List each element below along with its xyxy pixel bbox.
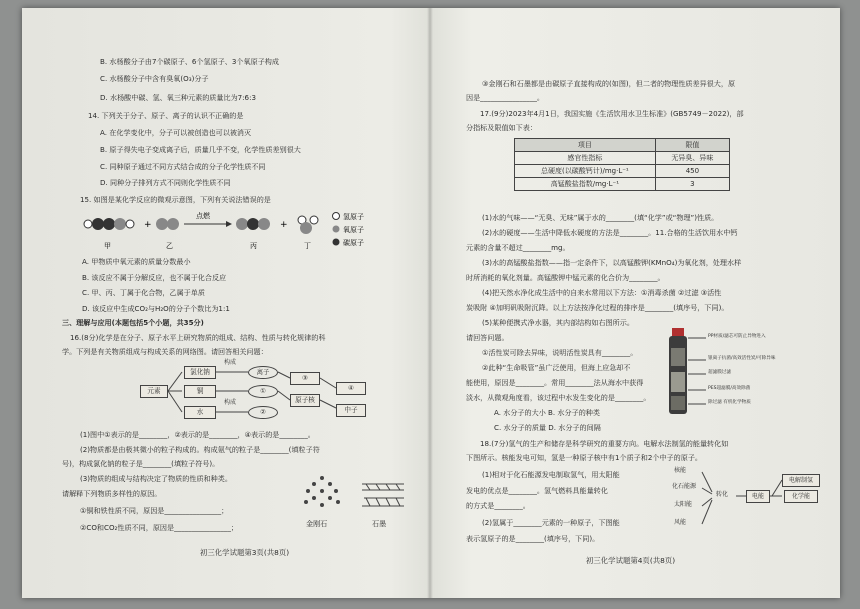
q13-option-c: C. 水杨酸分子中含有臭氧(O₃)分子 [100,74,209,83]
caption-diamond: 金刚石 [306,519,328,528]
node-box-3: ③ [290,372,320,385]
water-standard-table [514,138,730,191]
node-element: 元素 [140,385,168,398]
node-nacl: 氯化钠 [184,366,216,379]
table-cell: 高锰酸盐指数/mg·L⁻¹ [515,178,656,191]
q14-option-c: C. 同种原子通过不同方式结合成的分子化学性质不同 [100,162,266,171]
q18-part2-line1: (2)氢属于________元素的一种原子，下图能 [482,518,620,527]
table-cell: 无异臭、异味 [655,152,729,165]
molecule-jia [84,218,134,230]
node-nucleus: 原子核 [290,394,320,407]
q13-option-d: D. 水杨酸中碳、氢、氧三种元素的质量比为7:6:3 [100,93,256,102]
q17-part1: (1)水的气味——“无臭、无味”属于水的________(填“化学”或“物理”)性质。 [482,213,719,222]
molecule-yi [156,218,179,230]
source-solar: 太阳能 [674,501,693,508]
q14-stem: 14. 下列关于分子、原子、离子的认识不正确的是 [88,111,244,120]
table-header-row [515,139,730,152]
edge-label-composition-2: 构成 [224,399,237,406]
q16-part1: (1)图中①表示的是________，②表示的是________，④表示的是________。 [80,430,315,439]
q15-stem: 15. 如图是某化学反应的微观示意图，下列有关说法错误的是 [80,195,271,204]
q16-part3-item3-line1: ③金刚石和石墨都是由碳原子直接构成的(如图)，但二者的物理性质差异很大，原 [482,79,736,88]
page-fold [427,8,433,598]
q18-part1-line3: 的方式是________。 [466,501,530,510]
q17-part5-item2-line2: 能使用，原因是________。常用________法从海水中获得 [466,378,644,387]
q17-part5-line2: 请回答问题。 [466,333,509,342]
q16-part2-line2: 号)，构成氯化钠的粒子是________(填粒子符号)。 [62,459,220,468]
diamond-structure-image [302,474,342,510]
q17-part5-item2-line1: ②此种“生命吸管”虽广泛使用，但海上应急却不 [482,363,631,372]
source-wind: 风能 [674,519,687,526]
table-row [515,152,730,165]
node-circle-1: ① [248,385,278,398]
legend-oxygen: 氧原子 [343,226,364,234]
straw-label-1: PP材质/滤芯可防止异物进入 [708,334,766,339]
plus-sign-2: + [280,220,288,230]
q17-part5-item1: ①活性炭可除去异味，说明活性炭具有________。 [482,348,638,357]
q17-choice-ab: A. 水分子的大小 B. 水分子的种类 [494,408,600,417]
source-nuclear: 核能 [674,467,687,474]
node-neutron: 中子 [336,404,366,417]
q18-part1-line2: 发电的优点是________。氢气燃料具能量转化 [466,486,608,495]
q17-part4-line2: 炭吸附 ④加明矾吸附沉降。以上方法按净化过程的排序是________(填序号，下同)。 [466,303,729,312]
table-cell: 450 [655,165,729,178]
q16-intro-line2: 学。下列是有关物质组成与构成关系的网络图。请回答相关问题： [62,347,268,356]
label-jia: 甲 [104,242,111,250]
table-row [515,178,730,191]
q15-option-c: C. 甲、丙、丁属于化合物，乙属于单质 [82,288,205,297]
q16-part3-item2: ②CO和CO₂性质不同，原因是________________； [80,523,238,532]
reaction-diagram [76,206,406,252]
left-page-footer: 初三化学试题第3页(共8页) [200,548,290,557]
node-circle-2: ② [248,406,278,419]
energy-conversion-diagram [672,466,824,532]
straw-label-4: PES超滤膜/高效除菌 [708,386,751,391]
q17-part4-line1: (4)把天然水净化成生活中的自来水常用以下方法：①消毒杀菌 ②过滤 ③活性 [482,288,722,297]
legend-hydrogen: 氢原子 [343,213,364,221]
q14-option-d: D. 同种分子排列方式不同则化学性质不同 [100,178,231,187]
table-header-limit: 限值 [655,139,729,152]
legend-carbon: 碳原子 [343,239,364,247]
straw-label-5: 除过滤 有机化学物质 [708,400,751,405]
q18-stem-line1: 18.(7分)氢气的生产和储存是科学研究的重要方向。电解水法制氢的能量转化如 [480,439,729,448]
table-header-item: 项目 [515,139,656,152]
composition-network-diagram [140,360,380,428]
q16-part2-line1: (2)物质都是由极其微小的粒子构成的。构成氨气的粒子是________(填粒子符 [80,445,320,454]
plus-sign-1: + [144,220,152,230]
q16-part3-item1: ①铜和铁性质不同，原因是________________； [80,506,229,515]
q17-part2-line1: (2)水的硬度——生活中降低水硬度的方法是________。11.合格的生活饮用水中钙 [482,228,738,237]
straw-label-lines [688,334,708,414]
straw-label-3: 超滤膜过滤 [708,370,731,375]
node-electric-energy: 电能 [746,490,770,503]
left-page [40,8,412,598]
q14-option-b: B. 原子得失电子变成离子后，质量几乎不变，化学性质差别很大 [100,145,301,154]
right-page-footer: 初三化学试题第4页(共8页) [586,556,676,565]
table-cell: 感官性指标 [515,152,656,165]
straw-label-2: 银离子抗菌/高效活性炭/可除异味 [708,356,776,361]
q18-part2-line2: 表示氢原子的是________(填序号，下同)。 [466,534,600,543]
q16-intro-line1: 16.(8分)化学是在分子、原子水平上研究物质的组成、结构、性质与转化规律的科 [70,333,326,342]
life-straw-image [666,328,690,420]
edge-label-composition-1: 构成 [224,359,237,366]
node-water: 水 [184,406,216,419]
q17-part3-line2: 时所消耗的氧化剂量。高锰酸钾中锰元素的化合价为________。 [466,273,665,282]
label-ding: 丁 [304,242,311,250]
q17-stem-line1: 17.(9分)2023年4月1日，我国实施《生活饮用水卫生标准》(GB5749－2022)，部 [480,109,744,118]
q18-stem-line2: 下图所示。核能发电可知，氢是一种原子核中有1个质子和2个中子的原子。 [466,453,703,462]
table-cell: 总硬度(以碳酸钙计)/mg·L⁻¹ [515,165,656,178]
q16-part3-intro: 请解释下列物质多样性的原因。 [62,489,162,498]
graphite-structure-image [360,478,406,510]
right-page [454,8,826,598]
q17-stem-line2: 分指标及限值如下表： [466,123,537,132]
q13-option-b: B. 水杨酸分子由7个碳原子、6个氢原子、3个氧原子构成 [100,57,279,66]
table-cell: 3 [655,178,729,191]
node-electrolysis: 电解制氢 [782,474,820,487]
source-fossil: 化石能源 [672,483,697,490]
node-chemical-energy: 化学能 [784,490,818,503]
node-box-4: ④ [336,382,366,395]
q16-part3-item3-line2: 因是________________。 [466,93,545,102]
caption-graphite: 石墨 [372,519,387,528]
molecule-bing [236,218,270,230]
q17-part3-line1: (3)水的高锰酸盐指数——指一定条件下，以高锰酸钾(KMnO₄)为氧化剂，处理水样 [482,258,742,267]
label-yi: 乙 [166,242,173,250]
q17-part5-item2-line3: 淡水，从微观角度看，该过程中水发生变化的是________。 [466,393,651,402]
q18-part1-line1: (1)相对于化石能源发电制取氢气，用太阳能 [482,470,620,479]
exam-sheet [22,8,840,598]
table-row [515,165,730,178]
molecule-ding [298,216,318,234]
q15-option-b: B. 该反应不属于分解反应，也不属于化合反应 [82,273,227,282]
label-bing: 丙 [250,242,257,250]
q14-option-a: A. 在化学变化中，分子可以被创造也可以被消灭 [100,128,252,137]
q16-part3: (3)物质的组成与结构决定了物质的性质和种类。 [80,474,232,483]
node-copper: 铜 [184,385,216,398]
section-3-heading: 三、理解与应用(本题包括5个小题，共35分) [62,318,204,327]
q17-part2-line2: 元素的含量不超过________mg。 [466,243,570,252]
label-convert: 转化 [716,491,729,498]
node-ion: 离子 [248,366,278,379]
q15-option-a: A. 甲物质中氧元素的质量分数最小 [82,257,191,266]
q15-option-d: D. 该反应中生成CO₂与H₂O的分子个数比为1:1 [82,304,230,313]
reaction-condition: 点燃 [196,212,210,220]
q17-choice-cd: C. 水分子的质量 D. 水分子的间隔 [494,423,601,432]
q17-part5-line1: (5)某种便携式净水器，其内部结构如右图所示。 [482,318,634,327]
